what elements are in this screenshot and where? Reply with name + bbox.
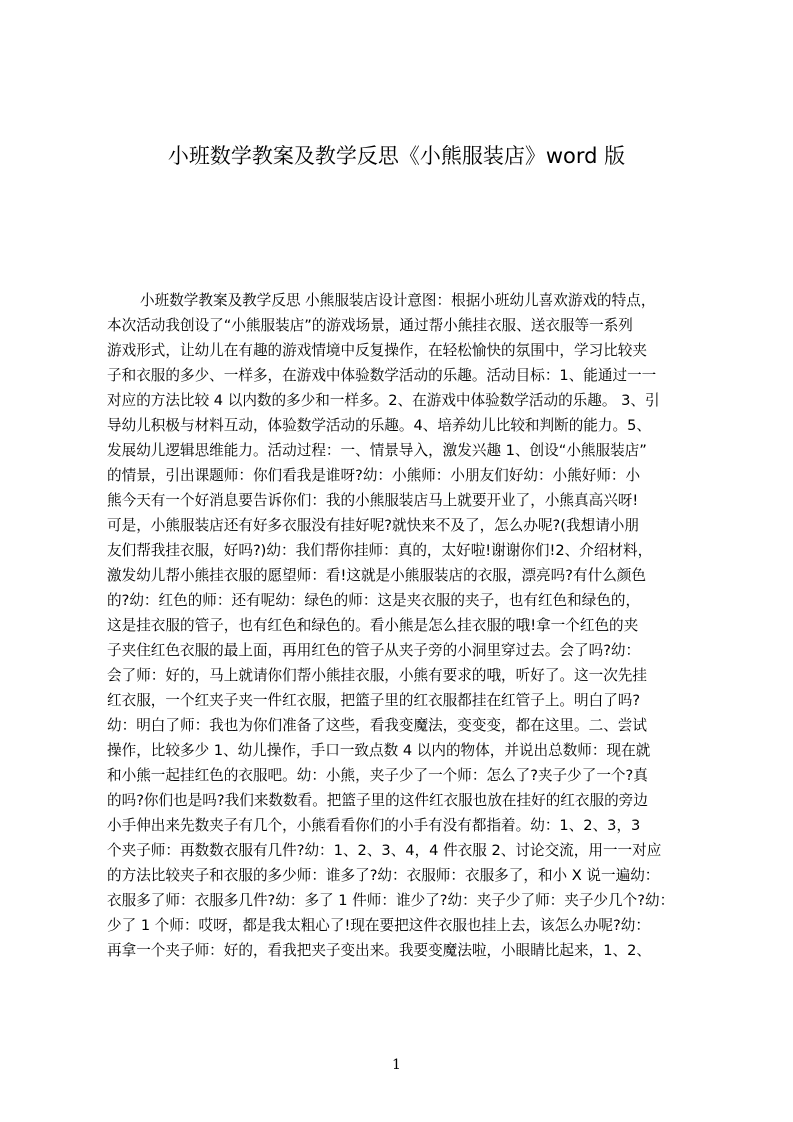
page-number: 1	[392, 1057, 401, 1073]
body-line: 游戏形式，让幼儿在有趣的游戏情境中反复操作，在轻松愉快的氛围中，学习比较夹	[107, 342, 647, 359]
body-line: 少了 1 个师：哎呀，都是我太粗心了!现在要把这件衣服也挂上去，该怎么办呢?幼：	[107, 917, 650, 934]
body-line: 的吗?你们也是吗?我们来数数看。把篮子里的这件红衣服也放在挂好的红衣服的旁边	[107, 792, 648, 809]
body-line: 发展幼儿逻辑思维能力。活动过程：一、情景导入，激发兴趣 1、创设“小熊服装店”	[107, 442, 647, 459]
body-line: 友们帮我挂衣服，好吗?)幼：我们帮你挂师：真的，太好啦!谢谢你们!2、介绍材料，	[107, 542, 653, 559]
body-line: 衣服多了师：衣服多几件?幼：多了 1 件师：谁少了?幼：夹子少了师：夹子少几个?幼：	[107, 892, 675, 909]
body-line: 再拿一个夹子师：好的，看我把夹子变出来。我要变魔法啦，小眼睛比起来，1、2、	[107, 942, 651, 959]
body-line: 子和衣服的多少、一样多，在游戏中体验数学活动的乐趣。活动目标：1、能通过一一	[107, 367, 657, 384]
body-line: 会了师：好的，马上就请你们帮小熊挂衣服，小熊有要求的哦，听好了。这一次先挂	[107, 667, 647, 684]
document-title: 小班数学教案及教学反思《小熊服装店》word 版	[167, 144, 626, 168]
body-line: 可是，小熊服装店还有好多衣服没有挂好呢?就快来不及了，怎么办呢?(我想请小朋	[107, 517, 639, 534]
body-line: 本次活动我创设了“小熊服装店”的游戏场景，通过帮小熊挂衣服、送衣服等一系列	[107, 317, 633, 334]
body-line: 小班数学教案及教学反思 小熊服装店设计意图：根据小班幼儿喜欢游戏的特点，	[140, 292, 656, 309]
body-line: 这是挂衣服的管子，也有红色和绿色的。看小熊是怎么挂衣服的哦!拿一个红色的夹	[107, 617, 639, 634]
body-line: 幼：明白了师：我也为你们准备了这些，看我变魔法，变变变，都在这里。二、尝试	[107, 717, 647, 734]
body-line: 激发幼儿帮小熊挂衣服的愿望师：看!这就是小熊服装店的衣服，漂亮吗?有什么颜色	[107, 567, 646, 584]
body-line: 个夹子师：再数数衣服有几件?幼：1、2、3、4，4 件衣服 2、讨论交流，用一一对应	[107, 842, 662, 859]
body-line: 和小熊一起挂红色的衣服吧。幼：小熊，夹子少了一个师：怎么了?夹子少了一个?真	[107, 767, 648, 784]
body-line: 操作，比较多少 1、幼儿操作，手口一致点数 4 以内的物体，并说出总数师：现在就	[107, 742, 651, 759]
body-line: 的?幼：红色的师：还有呢幼：绿色的师：这是夹衣服的夹子，也有红色和绿色的，	[107, 592, 641, 609]
body-line: 子夹住红色衣服的最上面，再用红色的管子从夹子旁的小洞里穿过去。会了吗?幼：	[107, 642, 641, 659]
document-body	[107, 288, 697, 963]
body-line: 小手伸出来先数夹子有几个，小熊看看你们的小手有没有都指着。幼：1、2、3，3	[107, 817, 641, 834]
body-line: 熊今天有一个好消息要告诉你们：我的小熊服装店马上就要开业了，小熊真高兴呀!	[107, 492, 639, 509]
body-line: 对应的方法比较 4 以内数的多少和一样多。2、在游戏中体验数学活动的乐趣。 3、引	[107, 392, 660, 409]
body-line: 红衣服，一个红夹子夹一件红衣服，把篮子里的红衣服都挂在红管子上。明白了吗?	[107, 692, 641, 709]
body-line: 导幼儿积极与材料互动，体验数学活动的乐趣。4、培养幼儿比较和判断的能力。5、	[107, 417, 651, 434]
body-line: 的方法比较夹子和衣服的多少师：谁多了?幼：衣服师：衣服多了，和小 X 说一遍幼：	[107, 867, 660, 884]
body-line: 的情景，引出课题师：你们看我是谁呀?幼：小熊师：小朋友们好幼：小熊好师：小	[107, 467, 641, 484]
